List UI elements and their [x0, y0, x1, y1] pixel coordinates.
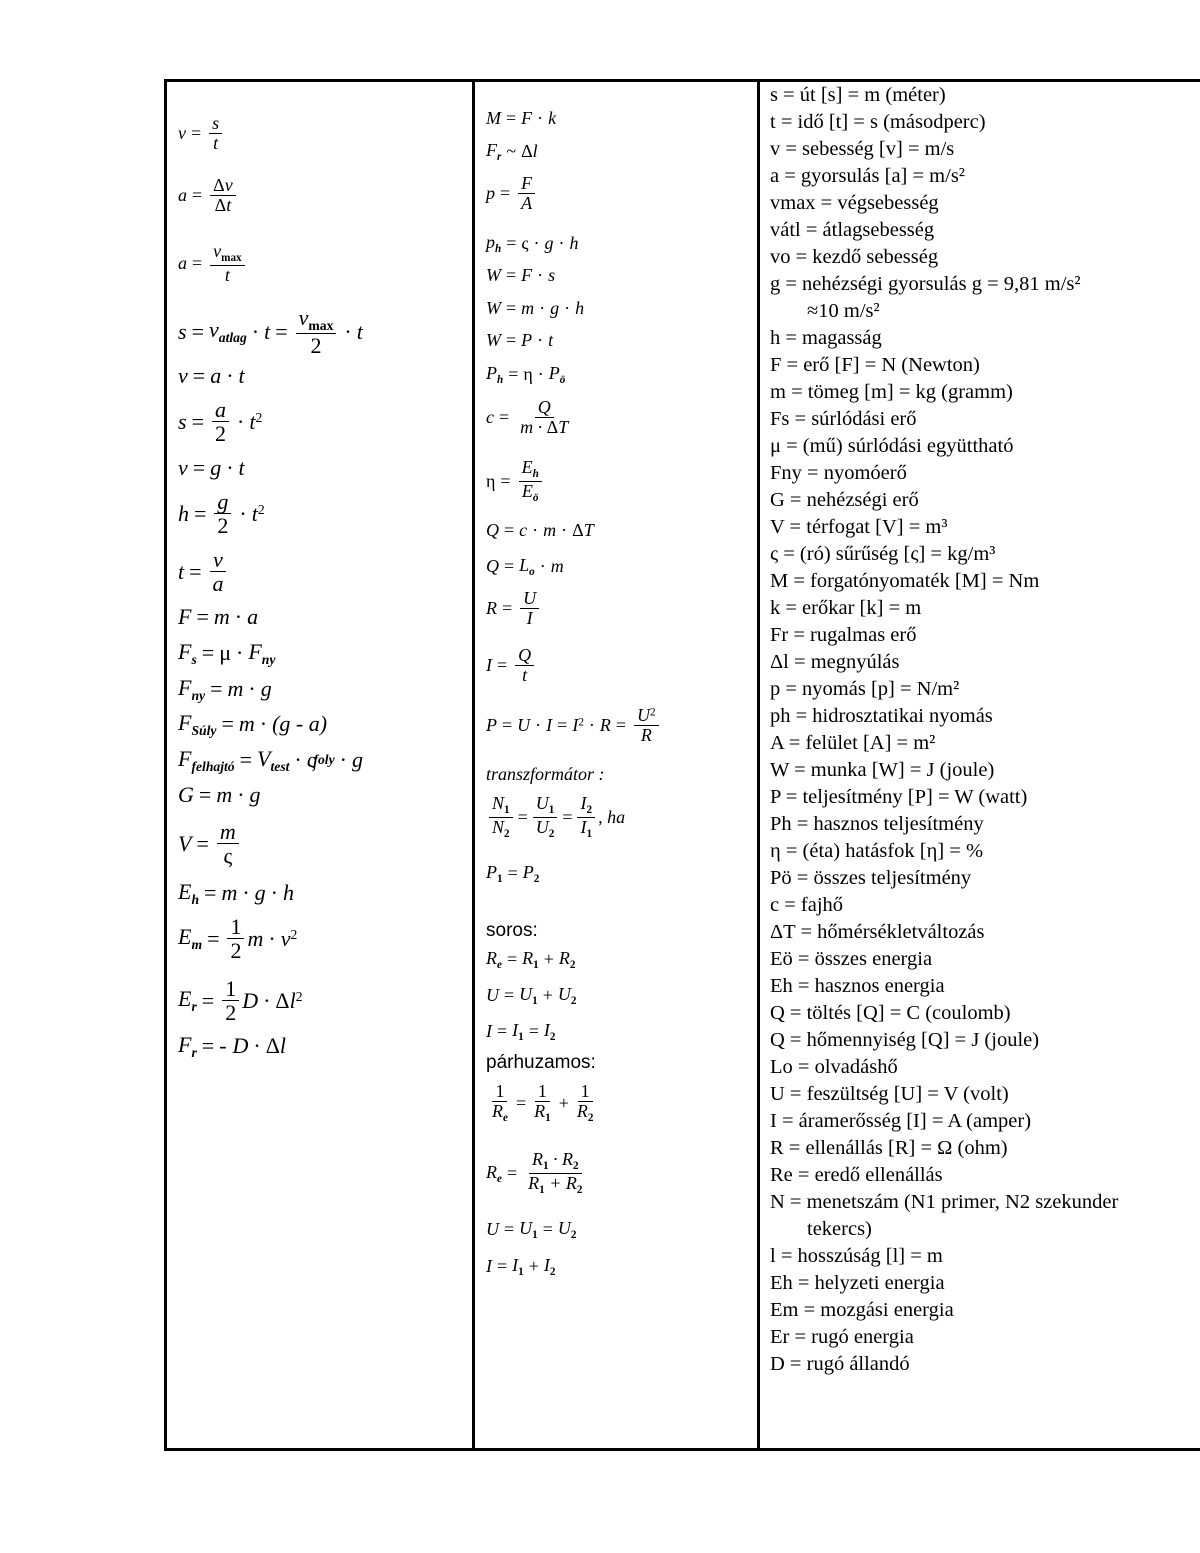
transformer-label: transzformátor : [486, 764, 605, 784]
definition-line: vo = kezdő sebesség [770, 246, 939, 268]
definition-line: m = tömeg [m] = kg (gramm) [770, 381, 1013, 403]
definition-line: N = menetszám (N1 primer, N2 szekunder [770, 1191, 1119, 1213]
formula: Q = c · m · ΔT [486, 520, 594, 540]
formula: $F_r$ ~ Δl [486, 140, 538, 163]
formula: v = a · t [178, 363, 245, 388]
definition-line: Q = hőmennyiség [Q] = J (joule) [770, 1029, 1040, 1051]
definition-line: vmax = végsebesség [770, 192, 939, 214]
parallel-label: párhuzamos: [486, 1052, 596, 1073]
definition-line: D = rugó állandó [770, 1353, 910, 1375]
definition-line: Er = rugó energia [770, 1326, 914, 1348]
definition-line: t = idő [t] = s (másodperc) [770, 111, 986, 133]
formula: I = $I_1$ + $I_2$ [486, 1255, 556, 1278]
definition-line: A = felület [A] = m² [770, 732, 936, 754]
definition-line: I = áramerősség [I] = A (amper) [770, 1110, 1032, 1132]
formula: I = $\frac{Q}{t}$ [486, 646, 537, 685]
formula: s = $v_{atlag}$ · t = $\frac{v_{max}}{2}$ · t [178, 305, 363, 359]
definition-line: Re = eredő ellenállás [770, 1164, 943, 1186]
definition-line: v = sebesség [v] = m/s [770, 138, 955, 160]
definition-line: F = erő [F] = N (Newton) [770, 354, 980, 376]
formula: $E_r$ = $\frac{1}{2}$ D · $\Delta l^2$ [178, 976, 303, 1026]
formula: P = U · I = $I^2$ · R = $\frac{U^2}{R}$ [486, 706, 662, 745]
definition-line: vátl = átlagsebesség [770, 219, 935, 241]
formula: $\frac{1}{R_e}$ = $\frac{1}{R_1}$ + $\frac{1}{R_2}$ [492, 1081, 594, 1124]
formula: s = $\frac{a}{2}$ · $t^2$ [178, 397, 263, 447]
formula: h = $\frac{g}{2}$ · $t^2$ [178, 489, 265, 539]
definition-line: ≈10 m/s² [807, 300, 880, 322]
formula: $F_s$ = μ · $F_{ny}$ [178, 639, 276, 667]
formula: I = $I_1$ = $I_2$ [486, 1020, 556, 1043]
definition-line: c = fajhő [770, 894, 844, 916]
definition-line: P = teljesítmény [P] = W (watt) [770, 786, 1028, 808]
formula: v = g · t [178, 455, 245, 480]
definition-line: Q = töltés [Q] = C (coulomb) [770, 1002, 1011, 1024]
definition-line: Lo = olvadáshő [770, 1056, 898, 1078]
formula: $F_{ny}$ = m · g [178, 675, 272, 703]
formula: v = $\frac{s}{t}$ [178, 114, 225, 153]
formula: U = $U_1$ = $U_2$ [486, 1218, 577, 1241]
definition-line: tekercs) [807, 1218, 872, 1240]
definition-line: ΔT = hőmérsékletváltozás [770, 921, 985, 943]
formula: $P_1$ = $P_2$ [486, 862, 540, 885]
formula: a = $\frac{\Delta v}{\Delta t}$ [178, 176, 239, 215]
column-divider-2 [757, 79, 760, 1451]
formula: $p_h$ = ς · g · h [486, 232, 579, 255]
definition-line: Eh = hasznos energia [770, 975, 945, 997]
definition-line: Pö = összes teljesítmény [770, 867, 972, 889]
formula: W = m · g · h [486, 298, 585, 318]
formula: W = F · s [486, 265, 556, 285]
formula: $E_m$ = $\frac{1}{2}$ m · $v^2$ [178, 914, 298, 964]
formula: R = $\frac{U}{I}$ [486, 589, 542, 628]
definition-line: a = gyorsulás [a] = m/s² [770, 165, 965, 187]
definition-line: Fs = súrlódási erő [770, 408, 917, 430]
formula: t = $\frac{v}{a}$ [178, 548, 230, 595]
definition-line: ς = (ró) sűrűség [ς] = kg/m³ [770, 543, 996, 565]
definition-line: U = feszültség [U] = V (volt) [770, 1083, 1009, 1105]
definition-line: Fr = rugalmas erő [770, 624, 917, 646]
definition-line: Δl = megnyúlás [770, 651, 900, 673]
definition-line: R = ellenállás [R] = Ω (ohm) [770, 1137, 1008, 1159]
formula: p = $\frac{F}{A}$ [486, 174, 538, 213]
definition-line: Eö = összes energia [770, 948, 933, 970]
definition-line: V = térfogat [V] = m³ [770, 516, 948, 538]
column-kinematics [178, 82, 468, 1442]
column-definitions [770, 82, 1200, 1442]
definition-line: μ = (mű) súrlódási együttható [770, 435, 1014, 457]
definition-line: Fny = nyomóerő [770, 462, 907, 484]
formula: $F_{Súly}$ = m · (g - a) [178, 710, 328, 738]
formula: V = $\frac{m}{\varsigma}$ [178, 820, 242, 867]
definition-line: p = nyomás [p] = N/m² [770, 678, 960, 700]
formula: $P_h$ = η · $P_ö$ [486, 363, 566, 386]
formula: a = $\frac{v_{max}}{t}$ [178, 242, 248, 284]
formula: η = $\frac{E_h}{E_ö}$ [486, 458, 545, 504]
series-label: soros: [486, 920, 538, 941]
formula: U = $U_1$ + $U_2$ [486, 984, 577, 1007]
definition-line: s = út [s] = m (méter) [770, 84, 946, 106]
definition-line: l = hosszúság [l] = m [770, 1245, 943, 1267]
definition-line: Eh = helyzeti energia [770, 1272, 945, 1294]
definition-line: W = munka [W] = J (joule) [770, 759, 995, 781]
definition-line: η = (éta) hatásfok [η] = % [770, 840, 984, 862]
definition-line: k = erőkar [k] = m [770, 597, 922, 619]
formula: $F_{felhajtó}$ = $V_{test}$ · ς foly · g [178, 746, 363, 774]
definition-line: ph = hidrosztatikai nyomás [770, 705, 993, 727]
definition-line: Ph = hasznos teljesítmény [770, 813, 984, 835]
formula: $R_e$ = $\frac{R_1 \cdot R_2}{R_1 + R_2}$ [486, 1149, 583, 1196]
definition-line: G = nehézségi erő [770, 489, 919, 511]
formula: Q = $L_o$ · m [486, 555, 564, 578]
formula: M = F · k [486, 108, 557, 128]
formula: F = m · a [178, 604, 259, 629]
formula: $\frac{N_1}{N_2}$ = $\frac{U_1}{U_2}$ = $\frac{I_2}{I_1}$ , ha [486, 794, 625, 840]
definition-line: Em = mozgási energia [770, 1299, 954, 1321]
column-divider-1 [472, 79, 475, 1451]
definition-line: h = magasság [770, 327, 882, 349]
formula: c = $\frac{Q}{m \cdot \Delta T}$ [486, 397, 569, 437]
column-energy-electricity [486, 82, 754, 1442]
formula: G = m · g [178, 782, 261, 807]
formula: $R_e$ = $R_1$ + $R_2$ [486, 948, 576, 971]
formula: $F_r$ = - D · Δl [178, 1032, 287, 1060]
formula: $E_h$ = m · g · h [178, 879, 294, 907]
formula: W = P · t [486, 330, 554, 350]
definition-line: g = nehézségi gyorsulás g = 9,81 m/s² [770, 273, 1081, 295]
definition-line: M = forgatónyomaték [M] = Nm [770, 570, 1040, 592]
